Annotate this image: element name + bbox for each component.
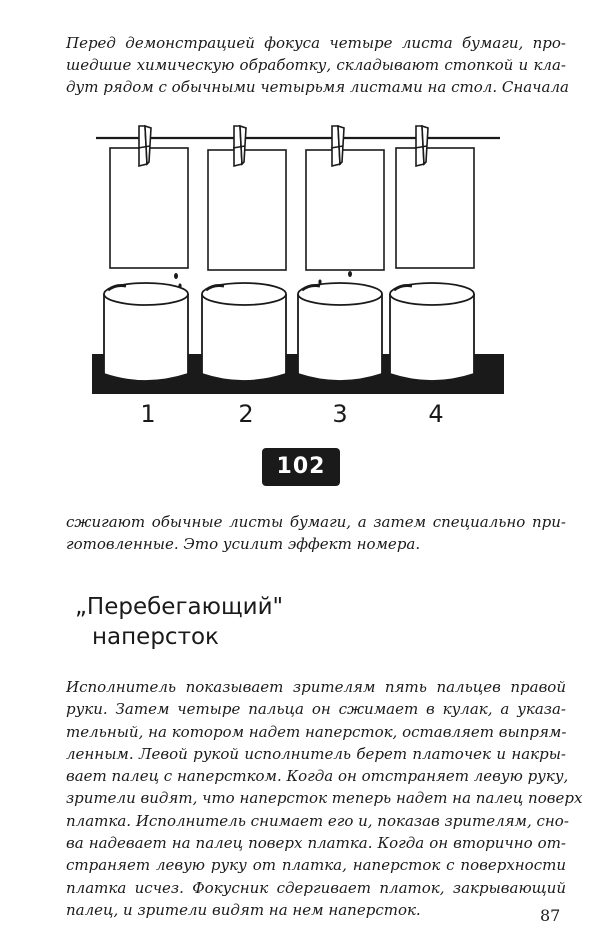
clothespin-icon [331,126,344,166]
text-line: шедшие химическую обработку, складывают стопкой и кла- [66,56,566,74]
bucket-number: 2 [238,400,254,428]
section-title-line: „Перебегающий" [75,594,284,620]
figure-number-badge: 102 [262,448,340,486]
bucket [104,283,188,381]
text-line: платка исчез. Фокусник сдергивает платок, закрывающий [66,878,566,897]
text-line: зрители видят, что наперсток теперь надет на палец поверх [66,789,583,808]
hanging-sheet [110,148,188,268]
bucket [298,283,382,381]
hanging-sheet [208,150,286,270]
text-line: платка. Исполнитель снимает его и, показав зрителям, сно- [66,811,569,830]
text-line: вает палец с наперстком. Когда он отстраняет левую руку, [66,767,569,786]
text-line: руки. Затем четыре пальца он сжимает в кулак, а указа- [66,700,566,719]
clothespin-icon [138,126,151,166]
section-title-line: наперсток [92,624,219,650]
text-line: Исполнитель показывает зрителям пять пальцев правой [66,678,566,696]
bucket-number: 1 [140,400,156,428]
text-line: готовленные. Это усилит эффект номера. [66,535,421,553]
page-number: 87 [540,906,561,925]
outro-paragraph [66,511,566,555]
text-line: ва надевает на палец поверх платка. Когда он вторично от- [66,834,566,853]
body-paragraph [66,676,583,921]
paper-sheets-illustration [88,118,508,488]
text-line: тельный, на котором надет наперсток, оставляет выпрям- [66,722,567,741]
section-title [75,592,283,652]
bucket-number: 3 [332,400,348,428]
hanging-sheet [306,150,384,270]
text-line: ленным. Левой рукой исполнитель берет платочек и накры- [66,744,566,763]
clothespin-icon [415,126,428,166]
text-line: Перед демонстрацией фокуса четыре листа бумаги, про- [66,34,566,52]
text-line: палец, и зрители видят на нем наперсток. [66,900,421,919]
bucket [202,283,286,381]
clothespin-icon [233,126,246,166]
intro-paragraph [66,32,569,98]
text-line: сжигают обычные листы бумаги, а затем специально при- [66,513,566,531]
text-line: дут рядом с обычными четырьмя листами на стол. Сначала [66,78,569,96]
bucket-number: 4 [428,400,444,428]
hanging-sheet [396,148,474,268]
text-line: страняет левую руку от платка, наперсток с поверхности [66,856,566,875]
bucket [390,283,474,381]
